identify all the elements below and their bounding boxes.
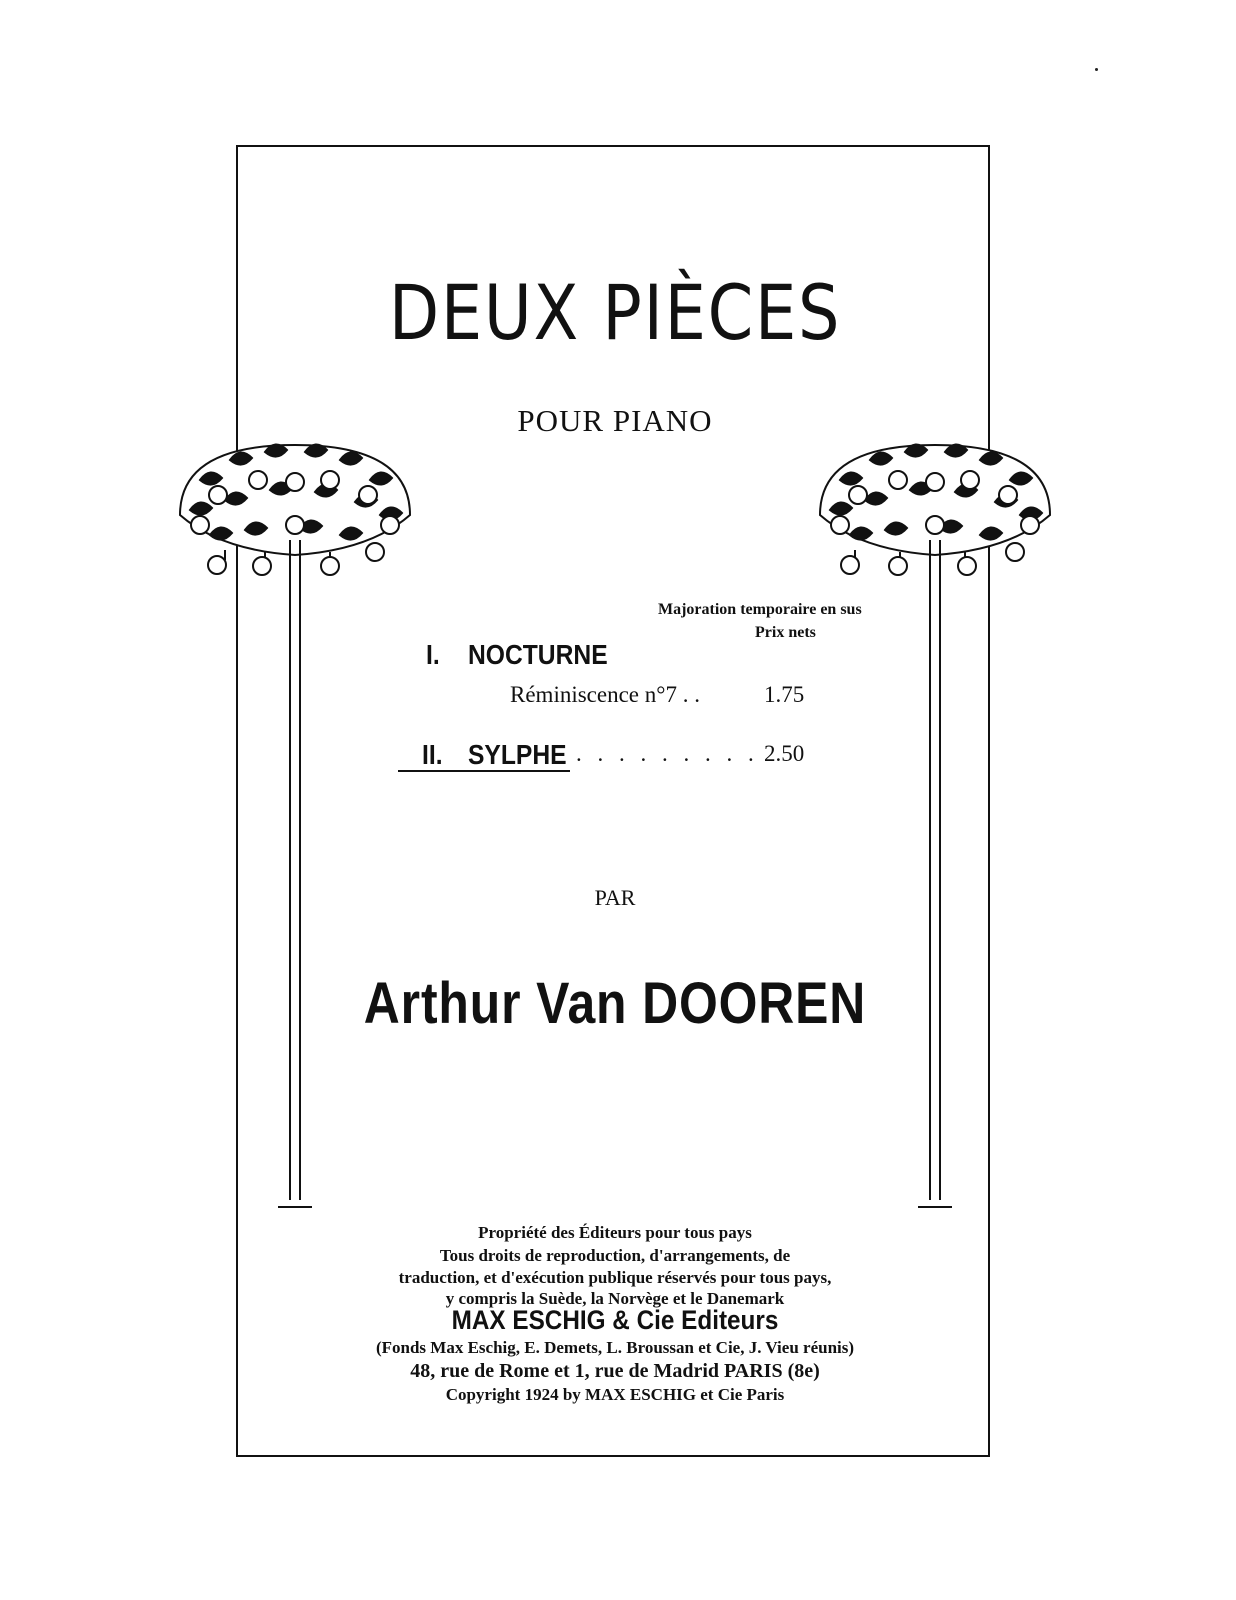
right-fruit-tree-icon xyxy=(810,440,1060,1210)
publisher-name: MAX ESCHIG & Cie Editeurs xyxy=(451,1305,779,1335)
movement-1-detail: Réminiscence n°7 . . xyxy=(510,682,700,707)
work-subtitle: POUR PIANO xyxy=(517,403,713,438)
movement-2-title: SYLPHE xyxy=(468,739,567,770)
movement-2-numeral: II. xyxy=(422,739,443,770)
ink-speck xyxy=(1095,68,1098,71)
movement-2-price: 2.50 xyxy=(764,741,805,766)
by-label: PAR xyxy=(594,885,636,910)
rights-line-1: Propriété des Éditeurs pour tous pays xyxy=(478,1223,752,1242)
publisher-funds: (Fonds Max Eschig, E. Demets, L. Broussan et Cie, J. Vieu réunis) xyxy=(375,1338,855,1357)
copyright-line: Copyright 1924 by MAX ESCHIG et Cie Paris xyxy=(445,1385,785,1404)
movement-1-title: NOCTURNE xyxy=(468,639,608,670)
rights-line-3: traduction, et d'exécution publique réservés pour tous pays, xyxy=(398,1268,832,1287)
movement-2-underline xyxy=(398,770,570,772)
net-prices-label: Prix nets xyxy=(755,624,816,641)
composer-name: Arthur Van DOOREN xyxy=(363,971,867,1036)
work-title: DEUX PIÈCES xyxy=(388,268,842,357)
movement-2-leader-dots: . . . . . . . . . xyxy=(576,741,759,766)
price-surcharge-note: Majoration temporaire en sus xyxy=(658,601,862,618)
left-fruit-tree-icon xyxy=(170,440,420,1210)
publisher-address: 48, rue de Rome et 1, rue de Madrid PARIS (8e) xyxy=(410,1360,820,1382)
movement-1-price: 1.75 xyxy=(764,682,805,707)
rights-line-4: y compris la Suède, la Norvège et le Danemark xyxy=(445,1289,785,1308)
movement-1-numeral: I. xyxy=(426,639,440,670)
rights-line-2: Tous droits de reproduction, d'arrangements, de xyxy=(439,1246,791,1265)
